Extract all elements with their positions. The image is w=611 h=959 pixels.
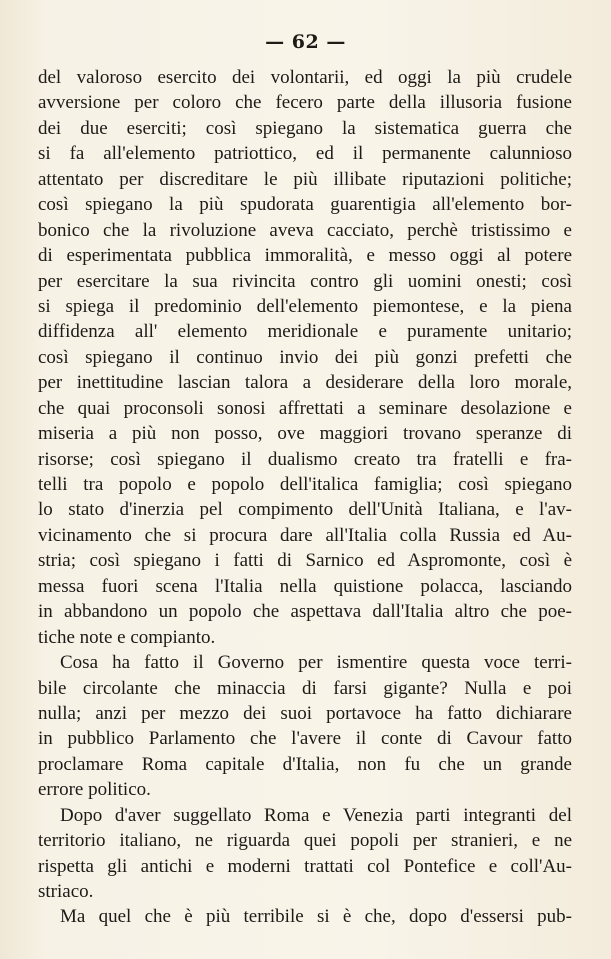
page-number: — 62 —: [265, 31, 346, 53]
text-line: bonico che la rivoluzione aveva cacciato, perchè tristissimo e: [38, 219, 572, 241]
text-line: così spiegano il continuo invio dei più gonzi prefetti che: [38, 346, 572, 368]
text-line: miseria a più non posso, ove maggiori trovano speranze di: [38, 423, 572, 445]
text-line: Cosa ha fatto il Governo per ismentire questa voce terri-: [60, 652, 572, 674]
text-line: bile circolante che minaccia di farsi gigante? Nulla e poi: [38, 677, 572, 699]
text-line: in pubblico Parlamento che l'avere il conte di Cavour fatto: [38, 728, 572, 750]
text-line: telli tra popolo e popolo dell'italica famiglia; così spiegano: [38, 474, 572, 495]
text-line: striaco.: [38, 881, 94, 902]
text-line: risorse; così spiegano il dualismo creato tra fratelli e fra-: [38, 448, 572, 470]
text-line: dei due eserciti; così spiegano la sistematica guerra che: [38, 117, 572, 139]
text-line: così spiegano la più spudorata guarentigia all'elemento bor-: [38, 194, 572, 216]
text-line: del valoroso esercito dei volontarii, ed oggi la più crudele: [38, 67, 572, 88]
text-line: attentato per discreditare le più illibate riputazioni politiche;: [38, 168, 572, 190]
text-line: di esperimentata pubblica immoralità, e messo oggi al potere: [38, 245, 572, 267]
text-line: si fa all'elemento patriottico, ed il permanente calunnioso: [38, 143, 572, 165]
text-line: avversione per coloro che fecero parte della illusoria fusione: [38, 92, 572, 114]
body-text: [38, 65, 572, 930]
text-line: territorio italiano, ne riguarda quei popoli per stranieri, e ne: [38, 830, 572, 852]
text-line: in abbandono un popolo che aspettava dall'Italia altro che poe-: [38, 601, 572, 623]
text-line: nulla; anzi per mezzo dei suoi portavoce ha fatto dichiarare: [38, 702, 572, 724]
text-line: errore politico.: [38, 779, 151, 801]
text-line: stria; così spiegano i fatti di Sarnico ed Aspromonte, così è: [38, 550, 572, 572]
text-line: proclamare Roma capitale d'Italia, non fu che un grande: [38, 753, 572, 775]
text-line: per inettitudine lascian talora a desiderare della loro morale,: [38, 372, 572, 394]
text-line: tiche note e compianto.: [38, 626, 216, 648]
text-line: per esercitare la sua rivincita contro gli uomini onesti; così: [38, 270, 572, 292]
text-line: lo stato d'inerzia pel compimento dell'Unità Italiana, e l'av-: [38, 499, 572, 521]
text-line: Ma quel che è più terribile si è che, dopo d'essersi pub-: [60, 906, 572, 928]
text-line: si spiega il predominio dell'elemento piemontese, e la piena: [38, 295, 572, 317]
text-line: diffidenza all' elemento meridionale e puramente unitario;: [38, 321, 572, 343]
text-line: vicinamento che si procura dare all'Italia colla Russia ed Au-: [38, 524, 572, 546]
text-line: che quai proconsoli sonosi affrettati a seminare desolazione e: [38, 397, 572, 419]
text-line: rispetta gli antichi e moderni trattati col Pontefice e coll'Au-: [38, 855, 572, 877]
text-line: Dopo d'aver suggellato Roma e Venezia parti integranti del: [60, 804, 572, 826]
text-line: messa fuori scena l'Italia nella quistione polacca, lasciando: [38, 575, 572, 597]
